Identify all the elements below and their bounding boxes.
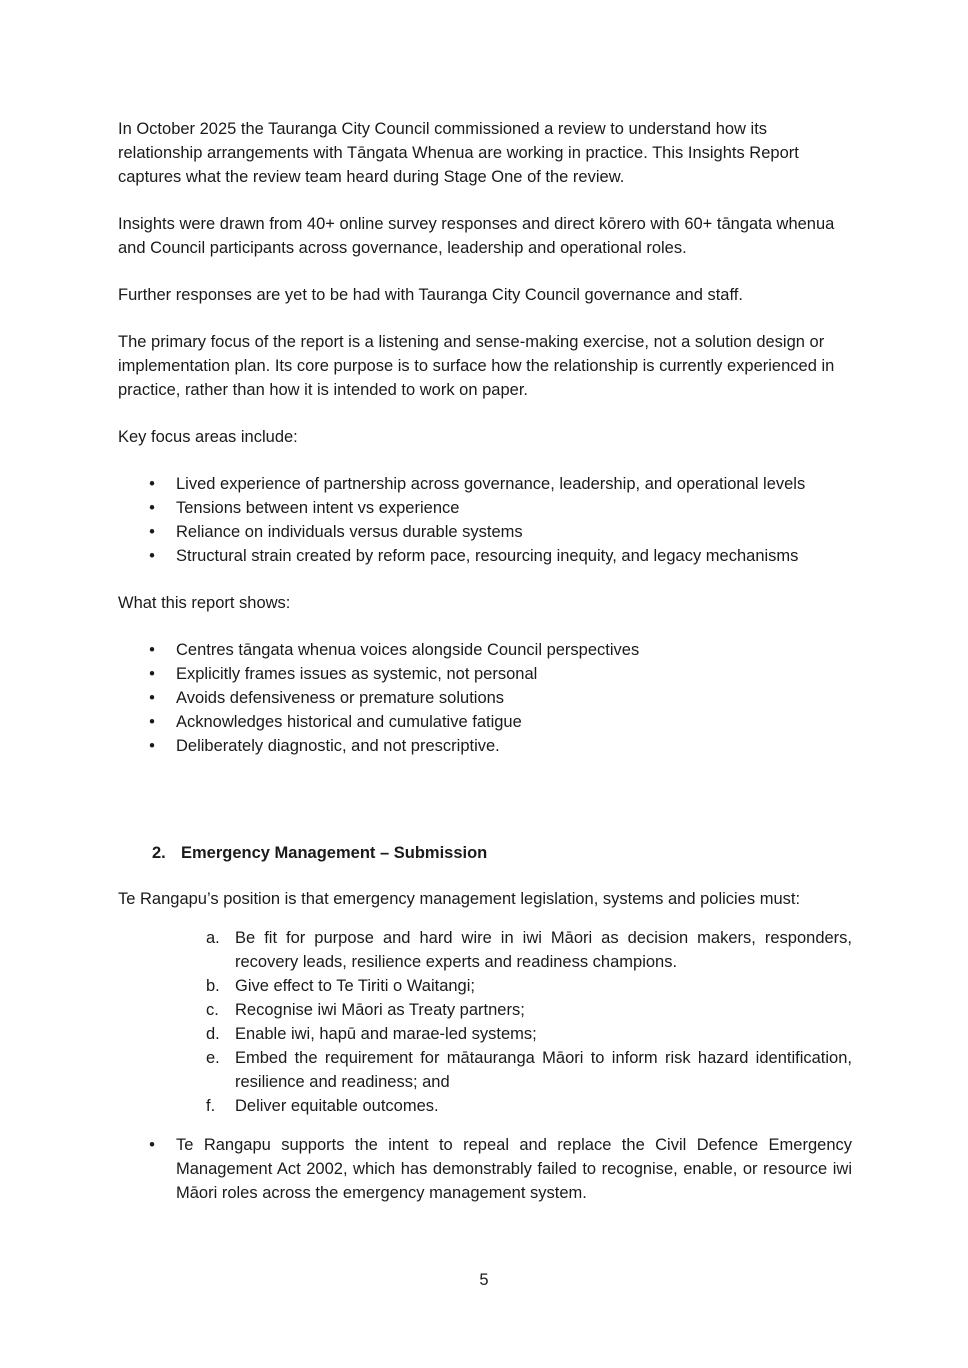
- list-item: [118, 998, 852, 1022]
- list-item: [118, 544, 852, 568]
- requirements-list: [118, 926, 852, 1118]
- shows-heading: What this report shows:: [118, 594, 291, 612]
- list-letter: d.: [206, 1025, 220, 1043]
- list-item-text: Be fit for purpose and hard wire in iwi Māori as decision makers, responders, recovery leads, resilience experts and readiness champions.: [235, 929, 852, 971]
- list-item: [118, 1046, 852, 1094]
- list-item-text: Embed the requirement for mātauranga Māori to inform risk hazard identification, resilience and readiness; and: [235, 1049, 852, 1091]
- bullet-icon: •: [149, 689, 155, 707]
- list-item: [118, 638, 852, 662]
- list-item-text: Enable iwi, hapū and marae-led systems;: [235, 1025, 537, 1043]
- list-item: [118, 686, 852, 710]
- section-heading: [118, 841, 852, 865]
- list-item-text: Deliberately diagnostic, and not prescriptive.: [176, 737, 500, 755]
- list-item-text: Tensions between intent vs experience: [176, 499, 460, 517]
- bullet-icon: •: [149, 641, 155, 659]
- list-item-text: Lived experience of partnership across governance, leadership, and operational levels: [176, 475, 806, 493]
- key-focus-list: [118, 472, 852, 568]
- bullet-icon: •: [149, 499, 155, 517]
- list-item: [118, 1133, 852, 1205]
- list-item: [118, 974, 852, 998]
- list-item-text: Acknowledges historical and cumulative fatigue: [176, 713, 522, 731]
- list-item-text: Structural strain created by reform pace, resourcing inequity, and legacy mechanisms: [176, 547, 799, 565]
- list-item: [118, 926, 852, 974]
- list-item: [118, 662, 852, 686]
- list-item: [118, 1022, 852, 1046]
- support-list: [118, 1133, 852, 1205]
- section-spacer: [118, 781, 852, 841]
- list-item-text: Recognise iwi Māori as Treaty partners;: [235, 1001, 525, 1019]
- position-statement: Te Rangapu’s position is that emergency management legislation, systems and policies must:: [118, 890, 801, 908]
- list-item: [118, 520, 852, 544]
- list-item-text: Give effect to Te Tiriti o Waitangi;: [235, 977, 475, 995]
- document-page: [118, 117, 852, 1228]
- intro-paragraph-1: In October 2025 the Tauranga City Council commissioned a review to understand how its relationship arrangements with Tāngata Whenua are working in practice. This Insights Report captures what the review team heard during Stage One of the review.: [118, 120, 799, 186]
- bullet-icon: •: [149, 547, 155, 565]
- list-letter: c.: [206, 1001, 219, 1019]
- list-letter: a.: [206, 929, 220, 947]
- bullet-icon: •: [149, 665, 155, 683]
- key-focus-heading: Key focus areas include:: [118, 428, 298, 446]
- support-statement: Te Rangapu supports the intent to repeal and replace the Civil Defence Emergency Management Act 2002, which has demonstrably failed to recognise, enable, or resource iwi Māori roles across the emergency management system.: [176, 1136, 852, 1202]
- bullet-icon: •: [149, 713, 155, 731]
- list-item: [118, 496, 852, 520]
- list-letter: e.: [206, 1049, 220, 1067]
- list-letter: b.: [206, 977, 220, 995]
- intro-paragraph-2: Insights were drawn from 40+ online survey responses and direct kōrero with 60+ tāngata whenua and Council participants across governance, leadership and operational roles.: [118, 215, 835, 257]
- intro-paragraph-3: Further responses are yet to be had with Tauranga City Council governance and staff.: [118, 286, 743, 304]
- list-item-text: Deliver equitable outcomes.: [235, 1097, 439, 1115]
- list-item-text: Reliance on individuals versus durable systems: [176, 523, 523, 541]
- page-number: 5: [479, 1271, 489, 1289]
- bullet-icon: •: [149, 523, 155, 541]
- list-item-text: Explicitly frames issues as systemic, not personal: [176, 665, 538, 683]
- list-item: [118, 710, 852, 734]
- list-letter: f.: [206, 1097, 216, 1115]
- section-title: Emergency Management – Submission: [181, 844, 488, 862]
- list-item: [118, 1094, 852, 1118]
- list-item: [118, 734, 852, 758]
- list-item-text: Centres tāngata whenua voices alongside Council perspectives: [176, 641, 640, 659]
- list-item: [118, 472, 852, 496]
- bullet-icon: •: [149, 737, 155, 755]
- section-number: 2.: [152, 844, 166, 862]
- bullet-icon: •: [149, 1136, 155, 1154]
- bullet-icon: •: [149, 475, 155, 493]
- intro-paragraph-4: The primary focus of the report is a listening and sense-making exercise, not a solution design or implementation plan. Its core purpose is to surface how the relationship is currently experienced in practice, rather than how it is intended to work on paper.: [118, 333, 835, 399]
- shows-list: [118, 638, 852, 758]
- list-item-text: Avoids defensiveness or premature solutions: [176, 689, 505, 707]
